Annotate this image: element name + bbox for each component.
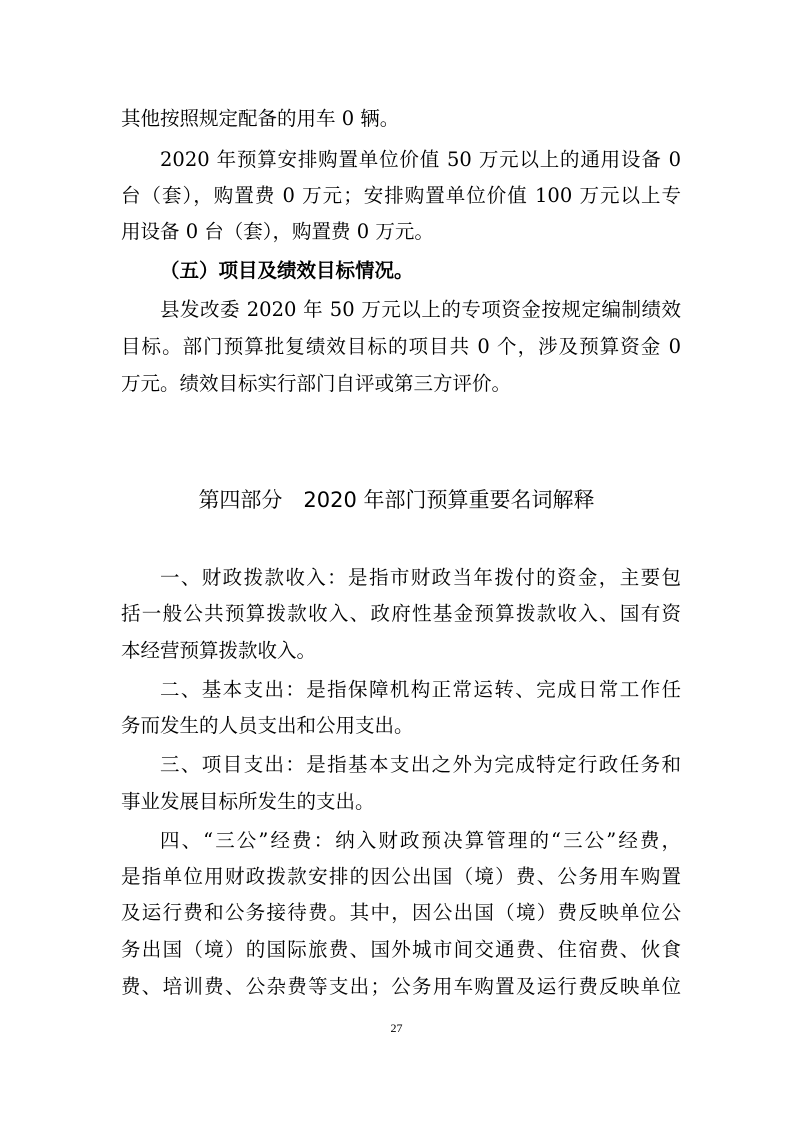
paragraph-line: 事业发展目标所发生的支出。: [121, 790, 375, 813]
paragraph-line: 务出国（境）的国际旅费、国外城市间交通费、住宿费、伙食: [121, 938, 681, 961]
paragraph-line: 费、培训费、公杂费等支出；公务用车购置及运行费反映单位: [121, 975, 681, 998]
paragraph-line: 县发改委 2020 年 50 万元以上的专项资金按规定编制绩效: [160, 298, 681, 321]
section-heading: 第四部分 2020 年部门预算重要名词解释: [198, 488, 595, 512]
paragraph-line: 三、项目支出：是指基本支出之外为完成特定行政任务和: [160, 753, 681, 776]
paragraph-line: 四、“三公”经费：纳入财政预决算管理的“三公”经费，: [160, 829, 681, 852]
paragraph-line: 括一般公共预算拨款收入、政府性基金预算拨款收入、国有资: [121, 602, 681, 625]
paragraph-line: 本经营预算拨款收入。: [121, 639, 317, 662]
subsection-heading: （五）项目及绩效目标情况。: [160, 259, 414, 282]
paragraph-line: 二、基本支出：是指保障机构正常运转、完成日常工作任: [160, 678, 681, 701]
paragraph-line: 2020 年预算安排购置单位价值 50 万元以上的通用设备 0: [160, 148, 681, 171]
paragraph-line: 及运行费和公务接待费。其中，因公出国（境）费反映单位公: [121, 901, 681, 924]
paragraph-line: 用设备 0 台（套），购置费 0 万元。: [121, 220, 434, 243]
paragraph-line: 目标。部门预算批复绩效目标的项目共 0 个，涉及预算资金 0: [121, 335, 681, 358]
paragraph-line: 其他按照规定配备的用车 0 辆。: [121, 107, 400, 130]
paragraph-line: 务而发生的人员支出和公用支出。: [121, 714, 414, 737]
paragraph-line: 台（套），购置费 0 万元；安排购置单位价值 100 万元以上专: [121, 184, 681, 207]
paragraph-line: 万元。绩效目标实行部门自评或第三方评价。: [121, 372, 512, 395]
paragraph-line: 一、财政拨款收入：是指市财政当年拨付的资金，主要包: [160, 566, 681, 589]
paragraph-line: 是指单位用财政拨款安排的因公出国（境）费、公务用车购置: [121, 865, 681, 888]
page-number: 27: [390, 1021, 403, 1035]
